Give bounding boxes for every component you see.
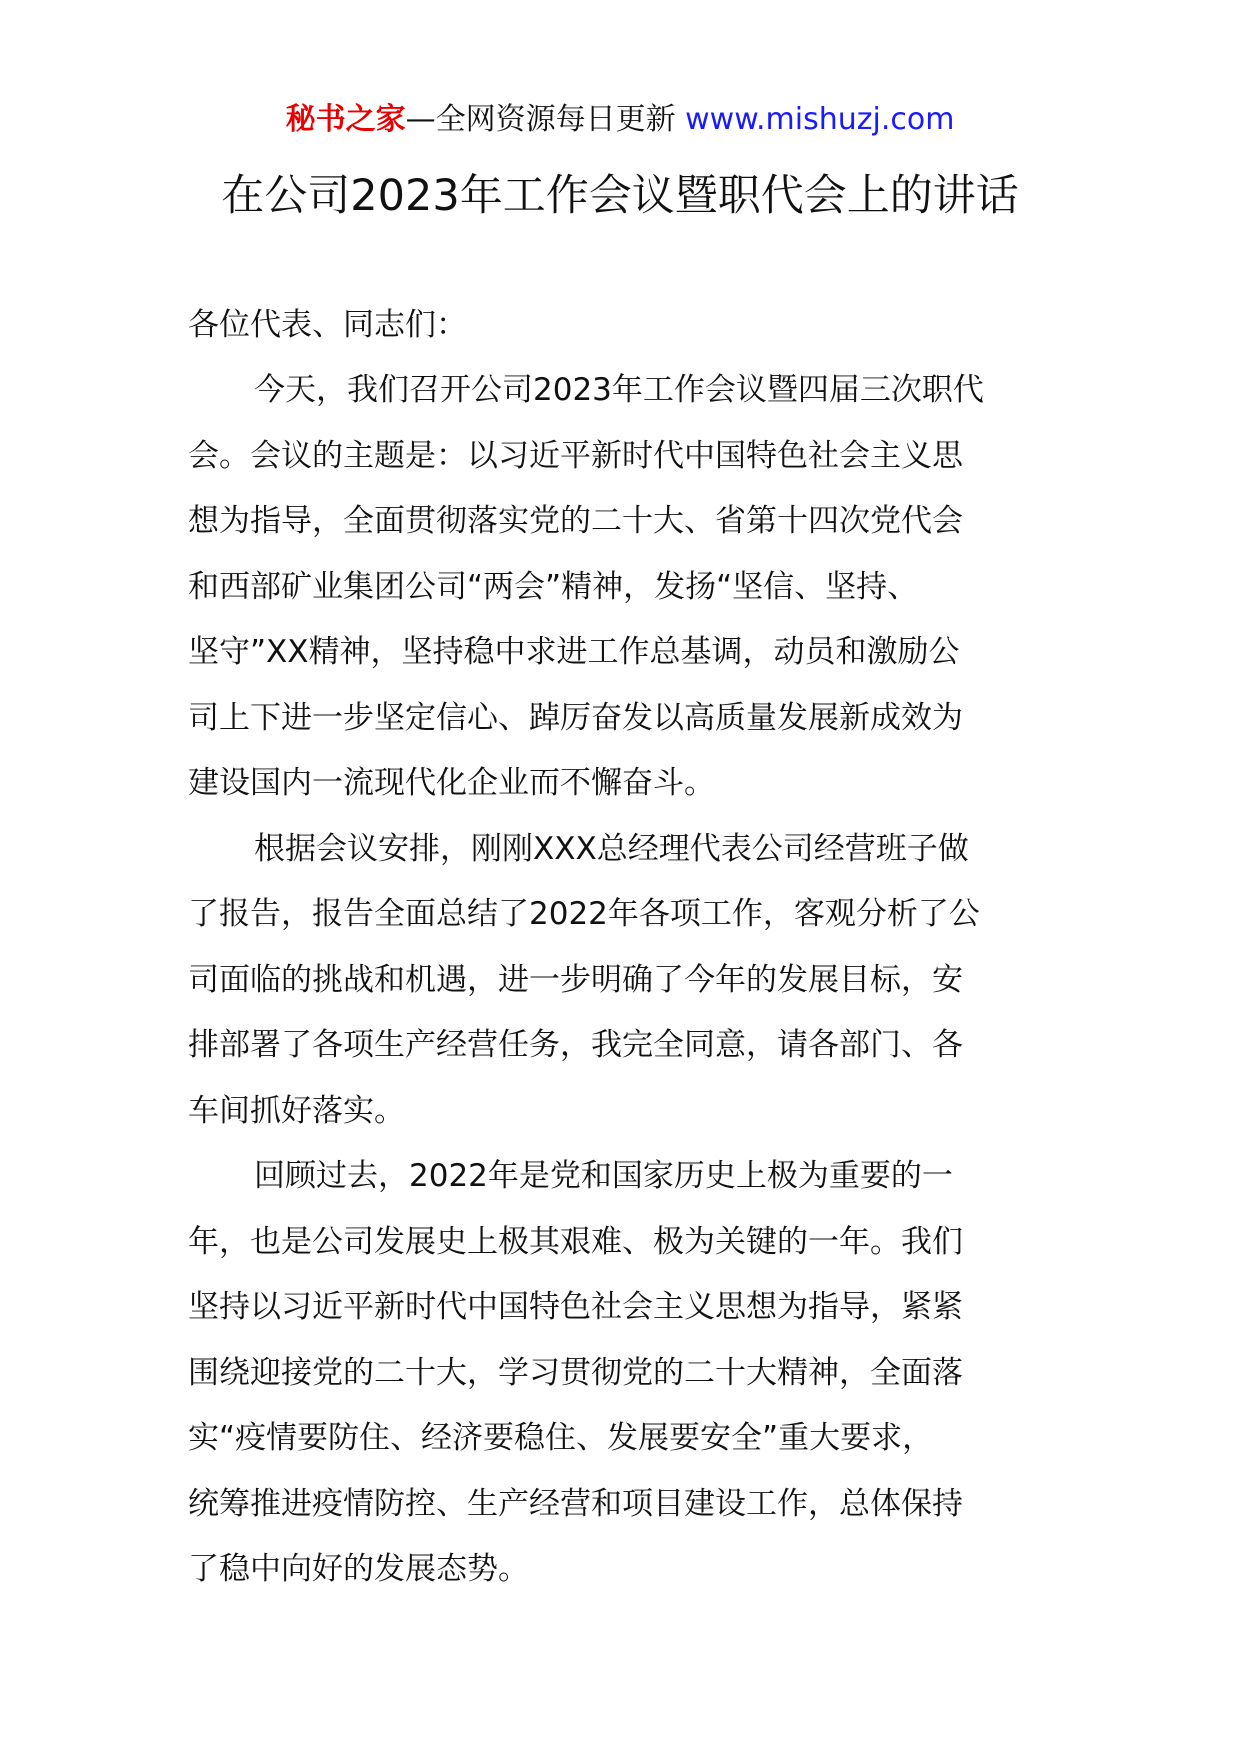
paragraph-line: 根据会议安排，刚刚XXX总经理代表公司经营班子做 [254,830,969,867]
paragraph-line: 了报告，报告全面总结了2022年各项工作，客观分析了公 [188,896,980,932]
site-url-link[interactable]: www.mishuzj.com [685,102,955,137]
paragraph-line: 了稳中向好的发展态势。 [188,1551,529,1587]
paragraph-line: 司上下进一步坚定信心、踔厉奋发以高质量发展新成效为 [188,699,963,736]
paragraph-line: 车间抓好落实。 [188,1092,405,1129]
paragraph-line: 实“疫情要防住、经济要稳住、发展要安全”重大要求， [188,1420,934,1456]
paragraph-line: 会。会议的主题是：以习近平新时代中国特色社会主义思 [188,437,963,474]
paragraph-line: 想为指导，全面贯彻落实党的二十大、省第十四次党代会 [188,503,963,539]
site-header [0,100,1240,140]
paragraph-line: 排部署了各项生产经营任务，我完全同意，请各部门、各 [188,1027,963,1063]
paragraph-3 [188,1144,1058,1603]
brand-name: 秘书之家 [285,102,406,137]
paragraph-line: 围绕迎接党的二十大，学习贯彻党的二十大精神，全面落 [188,1354,963,1391]
paragraph-line: 和西部矿业集团公司“两会”精神，发扬“坚信、坚持、 [188,568,919,605]
paragraph-line: 统筹推进疫情防控、生产经营和项目建设工作，总体保持 [188,1485,963,1522]
paragraph-line: 坚守”XX精神，坚持稳中求进工作总基调，动员和激励公 [188,634,960,670]
paragraph-line: 年，也是公司发展史上极其艰难、极为关键的一年。我们 [188,1223,963,1260]
document-body [188,292,1058,1603]
header-tagline: —全网资源每日更新 [405,102,676,137]
paragraph-line: 建设国内一流现代化企业而不懈奋斗。 [188,765,715,801]
document-title: 在公司2023年工作会议暨职代会上的讲话 [221,171,1019,221]
paragraph-line: 今天，我们召开公司2023年工作会议暨四届三次职代 [254,372,984,408]
paragraph-1 [188,358,1058,817]
paragraph-line: 回顾过去，2022年是党和国家历史上极为重要的一 [254,1158,953,1194]
greeting: 各位代表、同志们： [188,307,467,343]
paragraph-line: 坚持以习近平新时代中国特色社会主义思想为指导，紧紧 [188,1289,963,1325]
paragraph-line: 司面临的挑战和机遇，进一步明确了今年的发展目标，安 [188,961,963,998]
paragraph-2 [188,817,1058,1145]
